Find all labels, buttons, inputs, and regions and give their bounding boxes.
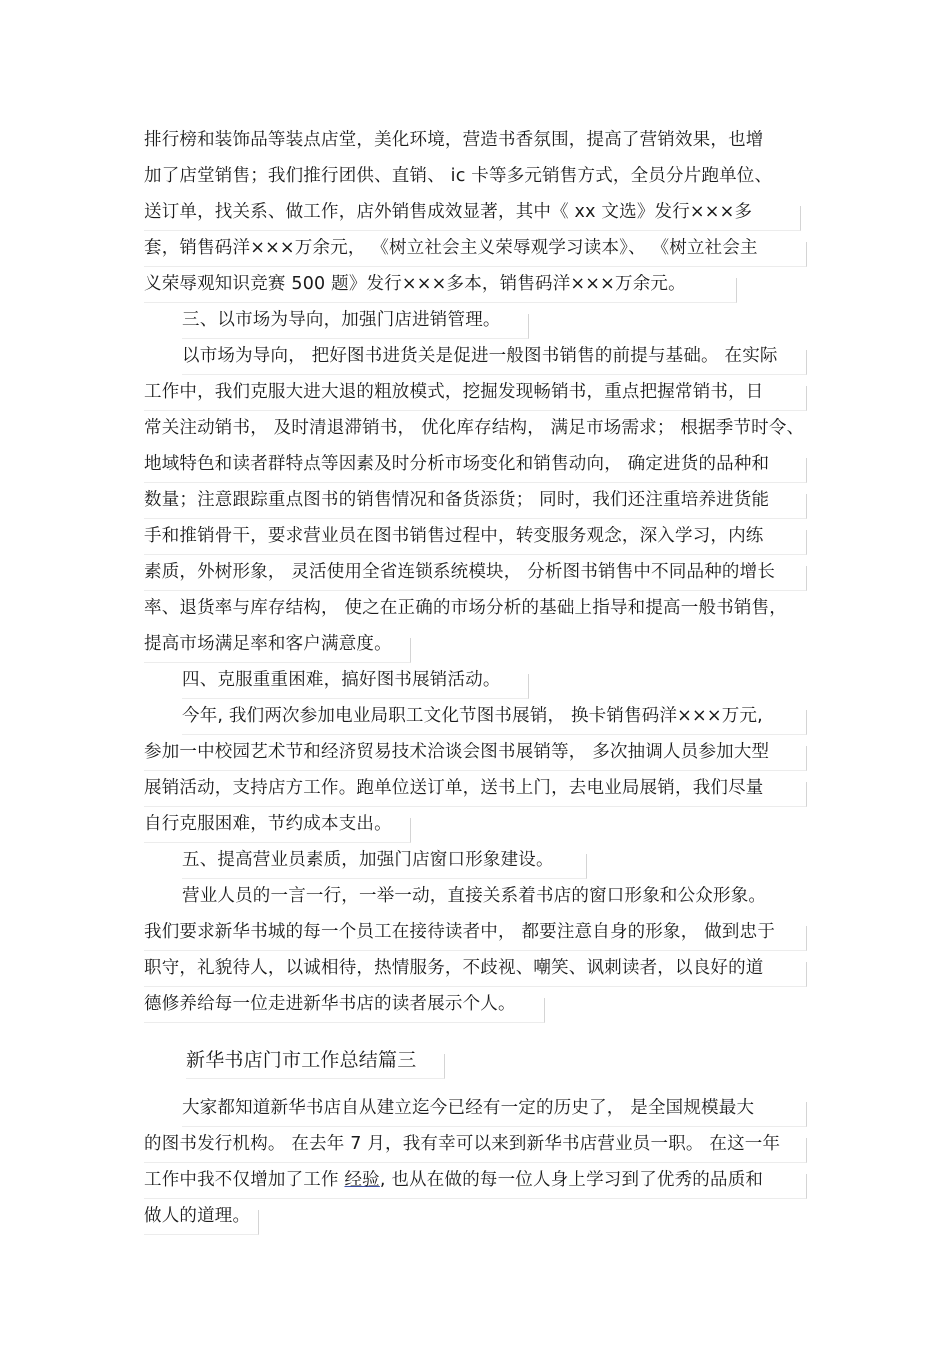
paragraph-line: 地域特色和读者群特点等因素及时分析市场变化和销售动向， 确定进货的品种和 bbox=[144, 454, 770, 474]
paragraph-line: 今年, 我们两次参加电业局职工文化节图书展销， 换卡销售码洋×××万元, bbox=[182, 706, 763, 726]
experience-link[interactable]: 经验 bbox=[344, 1170, 380, 1190]
section-heading: 四、克服重重困难，搞好图书展销活动。 bbox=[182, 670, 501, 690]
paragraph-line: 展销活动，支持店方工作。跑单位送订单，送书上门，去电业局展销，我们尽量 bbox=[144, 778, 764, 798]
paragraph-line: 我们要求新华书城的每一个员工在接待读者中， 都要注意自身的形象， 做到忠于 bbox=[144, 922, 776, 942]
section-title: 新华书店门市工作总结篇三 bbox=[186, 1049, 417, 1071]
paragraph-line: 的图书发行机构。 在去年 7 月，我有幸可以来到新华书店营业员一职。 在这一年 bbox=[144, 1134, 781, 1154]
section-heading: 三、以市场为导向，加强门店进销管理。 bbox=[182, 310, 501, 330]
paragraph-line: 送订单，找关系、做工作，店外销售成效显著，其中《 xx 文选》发行×××多 bbox=[144, 202, 753, 222]
paragraph-line: 营业人员的一言一行，一举一动，直接关系着书店的窗口形象和公众形象。 bbox=[182, 886, 767, 906]
paragraph-line: 以市场为导向， 把好图书进货关是促进一般图书销售的前提与基础。 在实际 bbox=[182, 346, 778, 366]
section-heading: 五、提高营业员素质，加强门店窗口形象建设。 bbox=[182, 850, 554, 870]
paragraph-line: 参加一中校园艺术节和经济贸易技术洽谈会图书展销等， 多次抽调人员参加大型 bbox=[144, 742, 770, 762]
line-text-after-link: , 也从在做的每一位人身上学习到了优秀的品质和 bbox=[379, 1170, 764, 1190]
paragraph-line: 职守，礼貌待人，以诚相待，热情服务，不歧视、嘲笑、讽刺读者，以良好的道 bbox=[144, 958, 764, 978]
paragraph-line: 德修养给每一位走进新华书店的读者展示个人。 bbox=[144, 994, 516, 1014]
paragraph-line: 加了店堂销售；我们推行团供、直销、 ic 卡等多元销售方式，全员分片跑单位、 bbox=[144, 166, 773, 186]
paragraph-line: 排行榜和装饰品等装点店堂，美化环境，营造书香氛围，提高了营销效果，也增 bbox=[144, 130, 764, 150]
paragraph-line: 做人的道理。 bbox=[144, 1206, 251, 1226]
paragraph-line: 素质，外树形象， 灵活使用全省连锁系统模块， 分析图书销售中不同品种的增长 bbox=[144, 562, 776, 582]
paragraph-line: 常关注动销书， 及时清退滞销书， 优化库存结构， 满足市场需求； 根据季节时令、 bbox=[144, 418, 805, 438]
paragraph-line: 手和推销骨干，要求营业员在图书销售过程中，转变服务观念，深入学习，内练 bbox=[144, 526, 764, 546]
paragraph-line: 工作中，我们克服大进大退的粗放模式，挖掘发现畅销书，重点把握常销书，日 bbox=[144, 382, 764, 402]
paragraph-line: 提高市场满足率和客户满意度。 bbox=[144, 634, 392, 654]
paragraph-line: 义荣辱观知识竞赛 500 题》发行×××多本，销售码洋×××万余元。 bbox=[144, 274, 686, 294]
line-text-before-link: 工作中我不仅增加了工作 bbox=[144, 1170, 345, 1190]
paragraph-line: 率、退货率与库存结构， 使之在正确的市场分析的基础上指导和提高一般书销售， bbox=[144, 598, 787, 618]
paragraph-line: 数量；注意跟踪重点图书的销售情况和备货添货； 同时，我们还注重培养进货能 bbox=[144, 490, 770, 510]
paragraph-line bbox=[144, 1162, 763, 1198]
paragraph-line: 套，销售码洋×××万余元， 《树立社会主义荣辱观学习读本》、 《树立社会主 bbox=[144, 238, 758, 258]
paragraph-line: 自行克服困难，节约成本支出。 bbox=[144, 814, 392, 834]
paragraph-line: 大家都知道新华书店自从建立迄今已经有一定的历史了， 是全国规模最大 bbox=[182, 1098, 755, 1118]
